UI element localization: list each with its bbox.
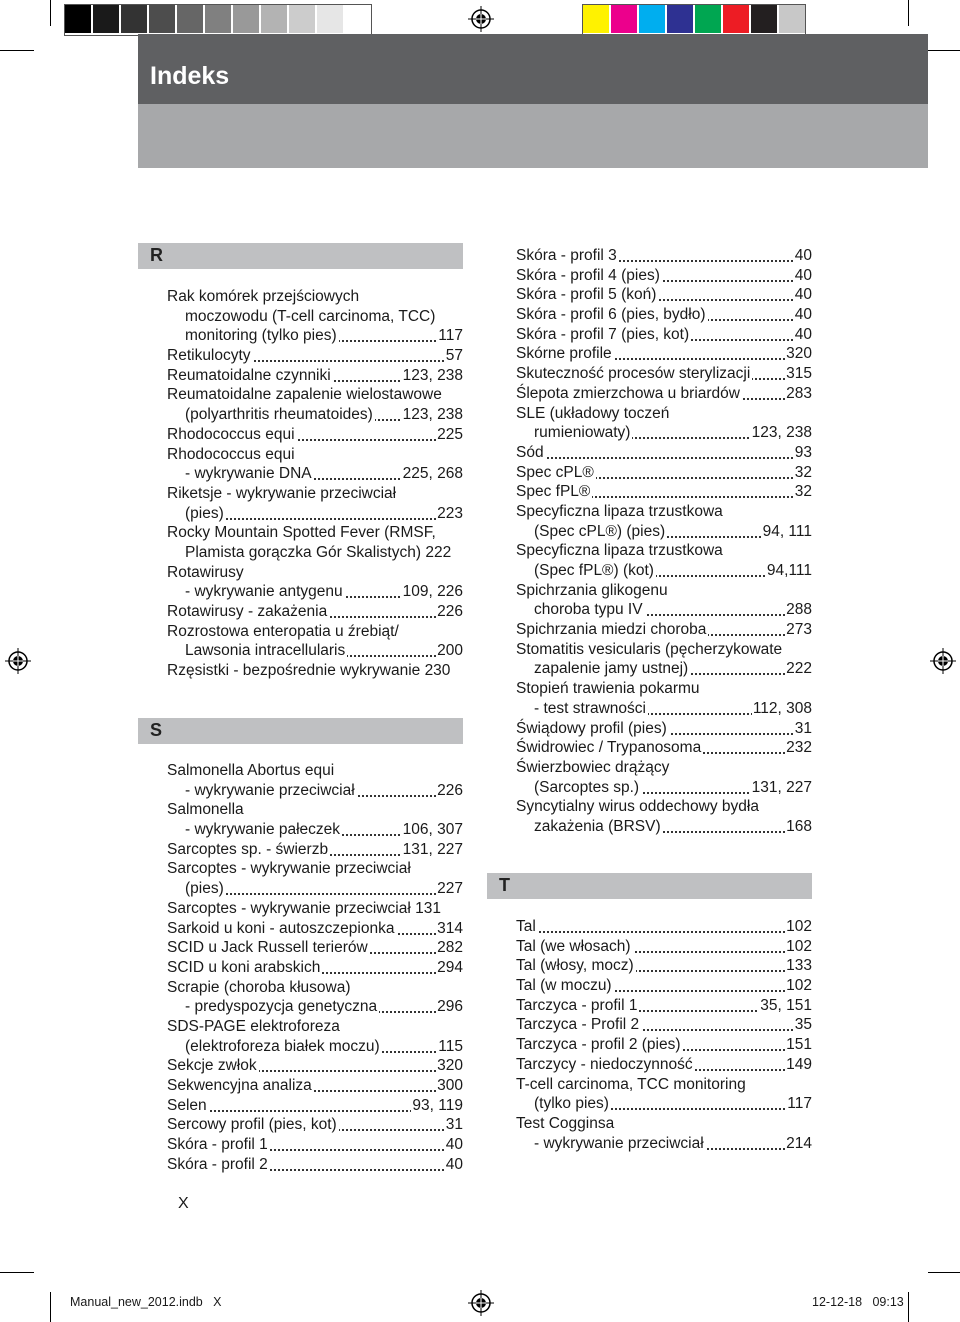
footer-date: 12-12-18 09:13 [812,1295,904,1309]
index-entry [516,463,812,483]
index-entry [516,522,812,542]
index-entry [516,541,812,561]
index-entry [167,622,463,642]
index-entry [516,1055,812,1075]
index-page-ref: 40 [445,1136,463,1154]
index-term: - wykrywanie antygenu [167,582,345,602]
index-page-ref: 57 [445,347,463,365]
color-swatch [177,5,205,33]
index-entry [167,1076,463,1096]
index-entry [167,563,463,583]
index-entry [167,997,463,1017]
index-term: Riketsje - wykrywanie przeciwciał [167,484,397,502]
section-letter: R [150,245,163,265]
index-list-r [167,287,463,681]
index-term: - wykrywanie DNA [167,464,314,484]
index-term: - wykrywanie przeciwciał [167,781,357,801]
index-entry [167,958,463,978]
index-term: Plamista gorączka Gór Skalistych) 222 [167,543,453,563]
index-entry [516,423,812,443]
index-page-ref: 222 [786,660,812,678]
index-page-ref: 282 [437,939,463,957]
index-entry [516,502,812,522]
index-entry [516,1114,812,1134]
index-term: Sód [516,443,544,461]
index-term: Scrapie (choroba kłusowa) [167,978,351,996]
index-page-ref: 35, 151 [760,996,812,1014]
index-entry [167,405,463,425]
registration-mark-icon [468,1290,494,1316]
index-page-ref: 226 [437,781,463,799]
index-term: Reumatoidalne czynniki [167,366,331,384]
index-term: Skóra - profil 7 (pies, kot) [516,325,690,343]
index-entry [516,817,812,837]
color-swatch [583,5,611,33]
index-term: Spec cPL® [516,463,594,481]
index-entry [167,978,463,998]
index-entry [516,996,812,1016]
index-page-ref: 31 [794,719,812,737]
page-title: Indeks [150,62,230,90]
color-swatch [261,5,289,33]
index-term: Lawsonia intracellularis [167,641,347,661]
index-page-ref: 35 [794,1016,812,1034]
index-term: Skóra - profil 3 [516,247,617,264]
index-page-ref: 294 [437,958,463,976]
index-entry [167,464,463,484]
index-entry [516,956,812,976]
index-entry [167,879,463,899]
index-page-ref: 168 [786,817,812,835]
index-term: Rotawirusy - zakażenia [167,603,328,620]
index-page-ref: 102 [786,937,812,955]
index-page-ref: 123, 238 [402,366,463,384]
index-term: (pies) [167,879,226,899]
index-term: Świerzbowiec drążący [516,758,670,776]
index-term: Tal (włosy, mocz) [516,957,634,975]
index-entry [167,543,463,563]
index-term: zapalenie jamy ustnej) [516,659,690,679]
index-entry [167,899,463,919]
index-entry [516,344,812,364]
index-entry [516,482,812,502]
header-subband [138,104,928,168]
index-entry [167,840,463,860]
index-page-ref: 131, 227 [402,840,463,858]
index-term: Stopień trawienia pokarmu [516,680,700,698]
index-page-ref: 93, 119 [412,1096,463,1114]
index-page-ref: 93 [794,443,812,461]
index-page-ref: 117 [787,1095,812,1113]
index-list-s-right [516,246,812,837]
index-term: - wykrywanie pałeczek [167,820,342,840]
index-page-ref: 109, 226 [402,583,463,601]
index-term: Retikulocyty [167,347,251,365]
index-entry [516,797,812,817]
color-swatch [289,5,317,33]
section-letter: T [499,875,510,895]
index-page-ref: 112, 308 [752,699,812,717]
index-term: Tal (we włosach) [516,937,631,955]
index-entry [516,364,812,384]
index-term: Tal (w moczu) [516,977,612,995]
index-term: Skóra - profil 1 [167,1136,268,1154]
index-term: Rozrostowa enteropatia u źrebiąt/ [167,622,399,640]
index-page-ref: 115 [438,1037,463,1055]
index-entry [167,641,463,661]
index-entry [167,761,463,781]
index-term: (Spec fPL®) (kot) [516,561,656,581]
color-swatch [149,5,177,33]
color-swatch [751,5,779,33]
index-term: Rhodococcus equi [167,445,295,463]
index-term: Sarcoptes sp. - świerzb [167,840,329,858]
color-swatch [205,5,233,33]
index-page-ref: 288 [786,601,812,619]
index-entry [516,778,812,798]
index-page-ref: 226 [437,603,463,620]
index-term: Tarczyca - profil 2 (pies) [516,1036,681,1054]
index-entry [167,425,463,445]
index-entry [516,443,812,463]
index-page-ref: 283 [786,384,812,402]
section-bar-r [138,243,463,269]
index-page-ref: 32 [794,483,812,501]
index-page-ref: 314 [437,919,463,937]
index-entry [516,384,812,404]
color-swatch [723,5,751,33]
color-swatch [121,5,149,33]
index-entry [516,738,812,758]
header-band [138,34,928,104]
index-entry [516,266,812,286]
index-term: Spichrzania glikogenu [516,581,668,599]
index-term: (tylko pies) [516,1094,611,1114]
index-page-ref: 214 [786,1134,812,1152]
index-entry [516,699,812,719]
index-term: Tarczyca - profil 1 [516,996,638,1014]
index-entry [516,976,812,996]
index-entry [167,484,463,504]
index-entry [516,640,812,660]
index-term: Skóra - profil 5 (koń) [516,286,657,304]
crop-mark [50,1292,51,1322]
index-page-ref: 227 [437,880,463,898]
index-term: Reumatoidalne zapalenie wielostawowe [167,386,442,404]
index-page-ref: 223 [437,504,463,522]
index-page-ref: 131, 227 [751,778,812,796]
index-entry [167,523,463,543]
index-term: Sekwencyjna analiza [167,1077,312,1094]
index-term: Specyficzna lipaza trzustkowa [516,502,723,520]
index-term: SLE (układowy toczeń [516,404,670,422]
index-page-ref: 296 [437,998,463,1016]
color-swatch [233,5,261,33]
index-term: - predyspozycja genetyczna [167,997,379,1017]
index-page-ref: 151 [786,1036,812,1054]
index-term: Salmonella Abortus equi [167,762,335,779]
index-term: moczowodu (T-cell carcinoma, TCC) [167,307,437,327]
index-term: Skuteczność procesów sterylizacji [516,365,751,383]
index-term: (pies) [167,504,226,524]
index-page-ref: 149 [786,1055,812,1073]
index-entry [167,1056,463,1076]
index-entry [516,679,812,699]
index-entry [167,938,463,958]
index-term: Rhodococcus equi [167,425,295,443]
section-bar-s [138,718,463,744]
footer-file: Manual_new_2012.indb X [70,1295,222,1309]
index-term: Skóra - profil 4 (pies) [516,266,660,284]
index-entry [167,1115,463,1135]
index-entry [516,1094,812,1114]
index-term: SDS-PAGE elektroforeza [167,1017,340,1035]
index-entry [516,719,812,739]
index-term: Świądowy profil (pies) [516,719,667,737]
index-page-ref: 225, 268 [402,465,463,483]
index-term: Tal [516,918,536,935]
index-entry [167,781,463,801]
index-term: - wykrywanie przeciwciał [516,1134,706,1154]
page-number: X [178,1195,189,1212]
crop-mark [928,50,960,51]
index-page-ref: 123, 238 [751,424,812,442]
index-entry [516,937,812,957]
index-term: Rocky Mountain Spotted Fever (RMSF, [167,524,436,542]
index-page-ref: 40 [794,247,812,264]
index-page-ref: 40 [794,306,812,324]
index-term: Tarczyca - Profil 2 [516,1016,640,1034]
index-term: Spec fPL® [516,483,591,501]
index-term: Specyficzna lipaza trzustkowa [516,542,723,560]
index-term: Tarczycy - niedoczynność [516,1055,693,1073]
crop-mark [908,1292,909,1322]
index-page-ref: 94, 111 [762,522,812,540]
index-entry [167,504,463,524]
index-entry [167,326,463,346]
registration-mark-icon [468,6,494,32]
color-swatch [695,5,723,33]
index-entry [516,305,812,325]
gray-swatch-bar [64,4,372,36]
index-page-ref: 40 [794,266,812,284]
index-term: SCID u Jack Russell terierów [167,939,368,957]
index-page-ref: 106, 307 [402,821,463,839]
index-term: (Spec cPL®) (pies) [516,522,667,542]
index-entry [516,1134,812,1154]
index-entry [167,661,463,681]
color-swatch [639,5,667,33]
index-term: SCID u koni arabskich [167,958,321,976]
index-list-s-left [167,761,463,1174]
index-term: Skóra - profil 6 (pies, bydło) [516,306,706,324]
registration-mark-icon [5,648,31,674]
index-entry [167,385,463,405]
index-page-ref: 200 [437,642,463,660]
index-entry [167,307,463,327]
crop-mark [50,0,51,26]
crop-mark [0,1272,34,1273]
index-entry [516,917,812,937]
index-page-ref: 273 [786,621,812,639]
index-entry [516,581,812,601]
crop-mark [928,1272,960,1273]
index-term: Test Cogginsa [516,1114,615,1132]
color-swatch [667,5,695,33]
index-page-ref: 94,111 [766,562,812,579]
index-entry [516,285,812,305]
index-page-ref: 315 [786,365,812,383]
index-term: Sarkoid u koni - autoszczepionka [167,919,395,937]
crop-mark [908,0,909,26]
index-term: Syncytialny wirus oddechowy bydła [516,798,759,816]
index-entry [167,1135,463,1155]
index-term: (Sarcoptes sp.) [516,778,641,798]
index-term: Świdrowiec / Trypanosoma [516,739,702,757]
color-swatch [317,5,345,33]
index-entry [167,859,463,879]
index-term: Skórne profile [516,345,612,363]
index-term: Rzęsistki - bezpośrednie wykrywanie 230 [167,662,451,680]
index-page-ref: 32 [794,463,812,481]
color-swatch-bar [582,4,806,36]
index-entry [167,919,463,939]
index-page-ref: 225 [437,425,463,443]
index-term: (elektroforeza białek moczu) [167,1037,382,1057]
section-bar-t [487,873,812,899]
index-page-ref: 123, 238 [402,406,463,424]
index-term: Selen [167,1096,207,1114]
index-entry [516,561,812,581]
color-swatch [65,5,93,33]
index-page-ref: 300 [437,1077,463,1094]
index-page-ref: 102 [786,918,812,935]
index-entry [516,1035,812,1055]
index-entry [167,800,463,820]
index-term: Rotawirusy [167,563,244,581]
index-page-ref: 31 [445,1116,463,1134]
index-term: T-cell carcinoma, TCC monitoring [516,1075,746,1093]
index-entry [516,1015,812,1035]
index-entry [167,445,463,465]
index-term: Ślepota zmierzchowa u briardów [516,384,740,402]
index-entry [516,246,812,266]
index-page-ref: 40 [794,286,812,304]
index-entry [167,366,463,386]
color-swatch [345,5,371,33]
index-entry [516,758,812,778]
index-page-ref: 232 [786,739,812,757]
index-entry [516,620,812,640]
index-term: Stomatitis vesicularis (pęcherzykowate [516,640,783,658]
index-page-ref: 133 [786,957,812,975]
index-entry [167,287,463,307]
color-swatch [611,5,639,33]
index-term: Skóra - profil 2 [167,1155,268,1173]
index-term: Sekcje zwłok [167,1057,257,1075]
index-entry [516,1075,812,1095]
index-entry [516,404,812,424]
color-swatch [93,5,121,33]
index-page-ref: 40 [445,1155,463,1173]
index-entry [516,659,812,679]
index-term: rumieniowaty) [516,423,632,443]
color-swatch [779,5,805,33]
index-entry [167,820,463,840]
index-list-t [516,917,812,1153]
index-term: Rak komórek przejściowych [167,288,360,305]
index-term: Sercowy profil (pies, kot) [167,1116,337,1134]
index-term: Sarcoptes - wykrywanie przeciwciał 131 [167,899,441,917]
index-entry [167,1037,463,1057]
index-entry [516,600,812,620]
section-letter: S [150,720,163,740]
index-term: monitoring (tylko pies) [167,326,339,346]
index-entry [167,602,463,622]
index-page-ref: 102 [786,977,812,995]
index-term: Spichrzania miedzi choroba [516,621,707,639]
index-entry [516,325,812,345]
index-entry [167,582,463,602]
index-page-ref: 320 [786,345,812,363]
index-term: zakażenia (BRSV) [516,817,663,837]
index-entry [167,1096,463,1116]
index-page-ref: 320 [437,1057,463,1075]
index-term: choroba typu IV [516,600,645,620]
index-page-ref: 117 [438,327,463,345]
index-term: - test strawności [516,699,648,719]
index-term: Sarcoptes - wykrywanie przeciwciał [167,860,411,878]
index-entry [167,1017,463,1037]
index-entry [167,1155,463,1175]
registration-mark-icon [930,648,956,674]
crop-mark [0,50,34,51]
index-term: Salmonella [167,801,244,819]
index-page-ref: 40 [794,325,812,343]
index-term: (polyarthritis rheumatoides) [167,405,375,425]
index-entry [167,346,463,366]
